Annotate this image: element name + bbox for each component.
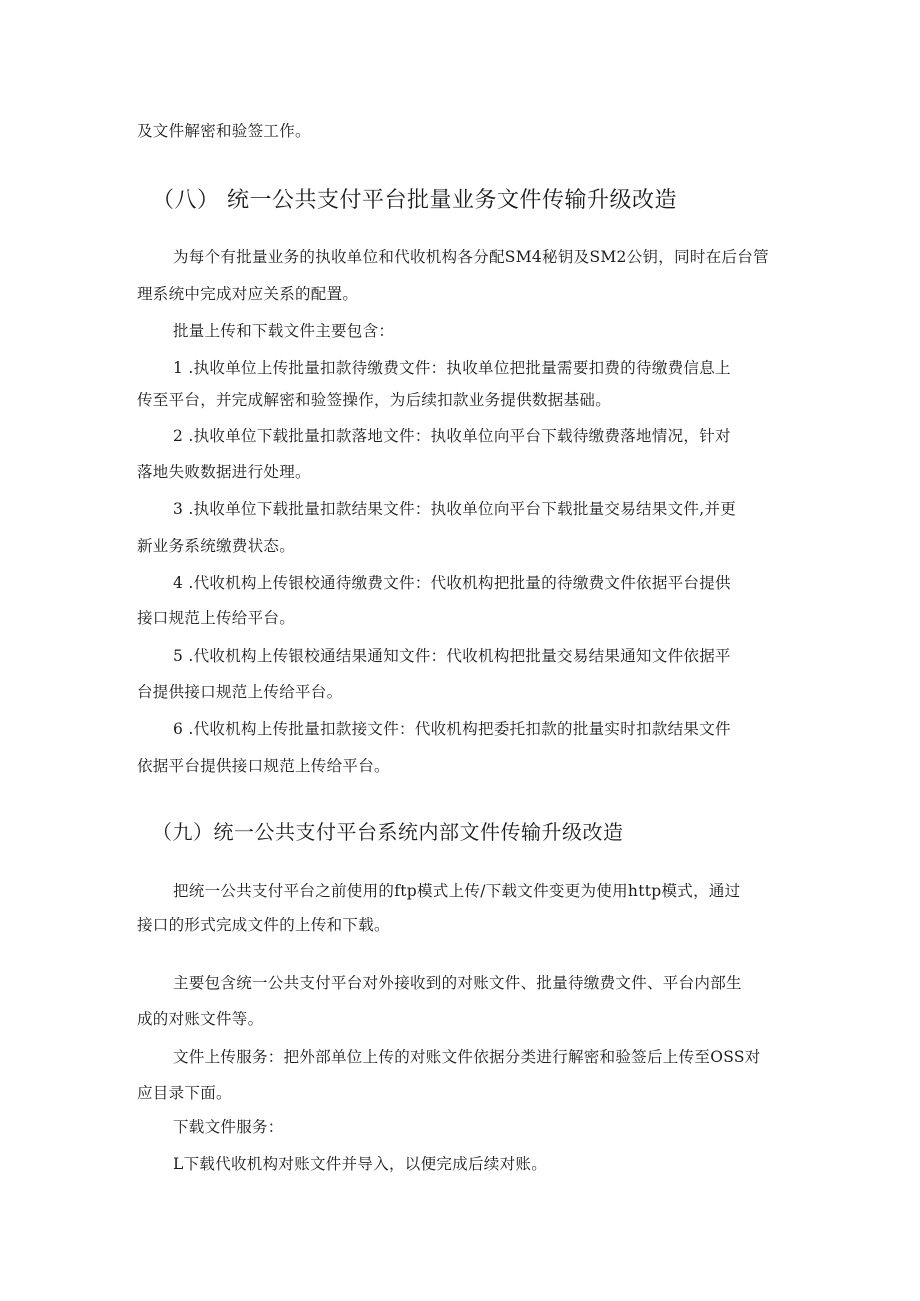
section-8-item3-line2: 新业务系统缴费状态。 bbox=[137, 537, 296, 555]
section-8-item4-line1: 4 .代收机构上传银校通待缴费文件：代收机构把批量的待缴费文件依据平台提供 bbox=[173, 574, 731, 592]
section-9-para5: L下载代收机构对账文件并导入，以便完成后续对账。 bbox=[173, 1155, 547, 1173]
section-9-para1-line2: 接口的形式完成文件的上传和下载。 bbox=[137, 916, 390, 934]
intro-tail-text: 及文件解密和验签工作。 bbox=[137, 122, 311, 140]
section-9-para1-line1: 把统一公共支付平台之前使用的ftp模式上传/下载文件变更为使用http模式，通过 bbox=[173, 882, 741, 900]
section-8-para1-line2: 理系统中完成对应关系的配置。 bbox=[137, 285, 359, 303]
section-9-para3-line1: 文件上传服务：把外部单位上传的对账文件依据分类进行解密和验签后上传至OSS对 bbox=[173, 1048, 761, 1066]
section-8-heading: （八） 统一公共支付平台批量业务文件传输升级改造 bbox=[152, 188, 677, 213]
section-9-para4: 下载文件服务： bbox=[173, 1118, 284, 1136]
section-8-item5-line2: 台提供接口规范上传给平台。 bbox=[137, 683, 343, 701]
section-8-item6-line1: 6 .代收机构上传批量扣款接文件：代收机构把委托扣款的批量实时扣款结果文件 bbox=[173, 720, 731, 738]
section-8-item3-line1: 3 .执收单位下载批量扣款结果文件：执收单位向平台下载批量交易结果文件,并更 bbox=[173, 500, 737, 518]
section-8-item1-line1: 1 .执收单位上传批量扣款待缴费文件：执收单位把批量需要扣费的待缴费信息上 bbox=[173, 359, 731, 377]
section-8-item6-line2: 依据平台提供接口规范上传给平台。 bbox=[137, 757, 390, 775]
section-9-para3-line2: 应目录下面。 bbox=[137, 1084, 232, 1102]
section-8-item2-line2: 落地失败数据进行处理。 bbox=[137, 463, 311, 481]
section-8-item2-line1: 2 .执收单位下载批量扣款落地文件：执收单位向平台下载待缴费落地情况，针对 bbox=[173, 427, 731, 445]
section-8-item4-line2: 接口规范上传给平台。 bbox=[137, 609, 296, 627]
section-8-para2: 批量上传和下载文件主要包含： bbox=[173, 322, 395, 340]
section-9-para2-line1: 主要包含统一公共支付平台对外接收到的对账文件、批量待缴费文件、平台内部生 bbox=[173, 974, 742, 992]
section-9-para2-line2: 成的对账文件等。 bbox=[137, 1010, 264, 1028]
section-8-item5-line1: 5 .代收机构上传银校通结果通知文件：代收机构把批量交易结果通知文件依据平 bbox=[173, 647, 731, 665]
section-8-item1-line2: 传至平台，并完成解密和验签操作，为后续扣款业务提供数据基础。 bbox=[137, 391, 612, 409]
section-9-heading: （九）统一公共支付平台系统内部文件传输升级改造 bbox=[152, 820, 624, 844]
section-8-para1-line1: 为每个有批量业务的执收单位和代收机构各分配SM4秘钥及SM2公钥，同时在后台管 bbox=[173, 248, 769, 266]
